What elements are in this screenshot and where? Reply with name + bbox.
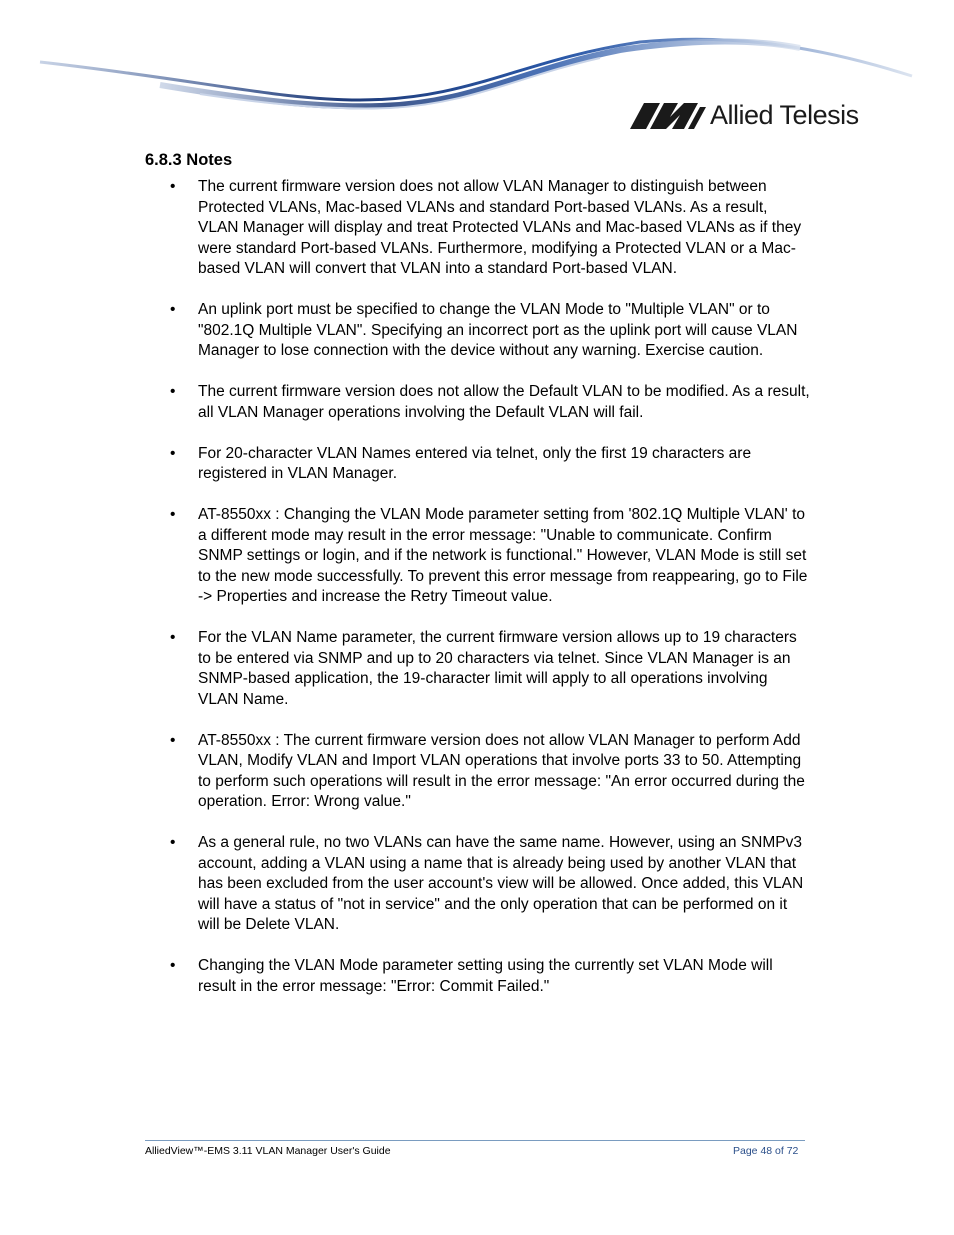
note-text: Changing the VLAN Mode parameter setting using the currently set VLAN Mode will result in the error message: "Error: Commit Failed." bbox=[198, 957, 773, 995]
note-item bbox=[170, 300, 810, 362]
note-item bbox=[170, 628, 810, 710]
bullet: • bbox=[170, 957, 176, 974]
footer-document-title: AlliedView™-EMS 3.11 VLAN Manager User's Guide bbox=[145, 1145, 391, 1157]
footer-divider bbox=[145, 1140, 805, 1141]
bullet: • bbox=[170, 178, 176, 195]
allied-telesis-logo-mark-icon bbox=[630, 101, 706, 131]
note-item bbox=[170, 731, 810, 813]
bullet: • bbox=[170, 629, 176, 646]
allied-telesis-logo bbox=[630, 100, 859, 131]
note-text: For 20-character VLAN Names entered via telnet, only the first 19 characters are registered in VLAN Manager. bbox=[198, 444, 752, 482]
note-text: An uplink port must be specified to change the VLAN Mode to "Multiple VLAN" or to "802.1Q Multiple VLAN". Specifying an incorrect port as the uplink port will cause VLAN Manager to lose connection with the device without any warning. Exercise caution. bbox=[198, 301, 798, 359]
note-item bbox=[170, 382, 810, 423]
note-item bbox=[170, 505, 810, 608]
logo-text: Allied Telesis bbox=[710, 100, 859, 130]
note-item bbox=[170, 444, 810, 485]
bullet: • bbox=[170, 506, 176, 523]
notes-list bbox=[170, 177, 810, 1018]
note-text: For the VLAN Name parameter, the current firmware version allows up to 19 characters to be entered via SNMP and up to 20 characters via telnet. Since VLAN Manager is an SNMP-based application, the 19-character limit will apply to all operations involving VLAN Name. bbox=[198, 629, 797, 708]
bullet: • bbox=[170, 383, 176, 400]
footer-page-number: Page 48 of 72 bbox=[733, 1145, 799, 1157]
bullet: • bbox=[170, 731, 176, 749]
note-item bbox=[170, 177, 810, 280]
bullet: • bbox=[170, 444, 176, 462]
note-item bbox=[170, 833, 810, 936]
bullet: • bbox=[170, 301, 176, 318]
note-text: AT-8550xx : Changing the VLAN Mode parameter setting from '802.1Q Multiple VLAN' to a different mode may result in the error message: "Unable to communicate. Confirm SNMP settings or login, and if the network is functional." However, VLAN Mode is still set to the new mode successfully. To prevent this error message from reappearing, go to File -> Properties and increase the Retry Timeout value. bbox=[198, 506, 808, 605]
note-text: AT-8550xx : The current firmware version does not allow VLAN Manager to perform Add VLAN, Modify VLAN and Import VLAN operations that involve ports 33 to 50. Attempting to perform such operations will result in the error message: "An error occurred during the operation. Error: Wrong value." bbox=[198, 731, 805, 810]
note-text: As a general rule, no two VLANs can have the same name. However, using an SNMPv3 account, adding a VLAN using a name that is already being used by another VLAN that has been excluded from the user account's view will be allowed. Once added, this VLAN will have a status of "not in service" and the only operation that can be performed on it will be Delete VLAN. bbox=[198, 834, 804, 933]
note-text: The current firmware version does not allow VLAN Manager to distinguish between Protected VLANs, Mac-based VLANs and standard Port-based VLANs. As a result, VLAN Manager will display and treat Protected VLANs and Mac-based VLANs as if they were standard Port-based VLANs. Furthermore, modifying a Protected VLAN or a Mac-based VLAN will convert that VLAN into a standard Port-based VLAN. bbox=[198, 178, 802, 277]
bullet: • bbox=[170, 834, 176, 851]
note-item bbox=[170, 956, 810, 997]
note-text: The current firmware version does not allow the Default VLAN to be modified. As a result, all VLAN Manager operations involving the Default VLAN will fail. bbox=[198, 383, 810, 421]
section-title: 6.8.3 Notes bbox=[145, 151, 233, 169]
